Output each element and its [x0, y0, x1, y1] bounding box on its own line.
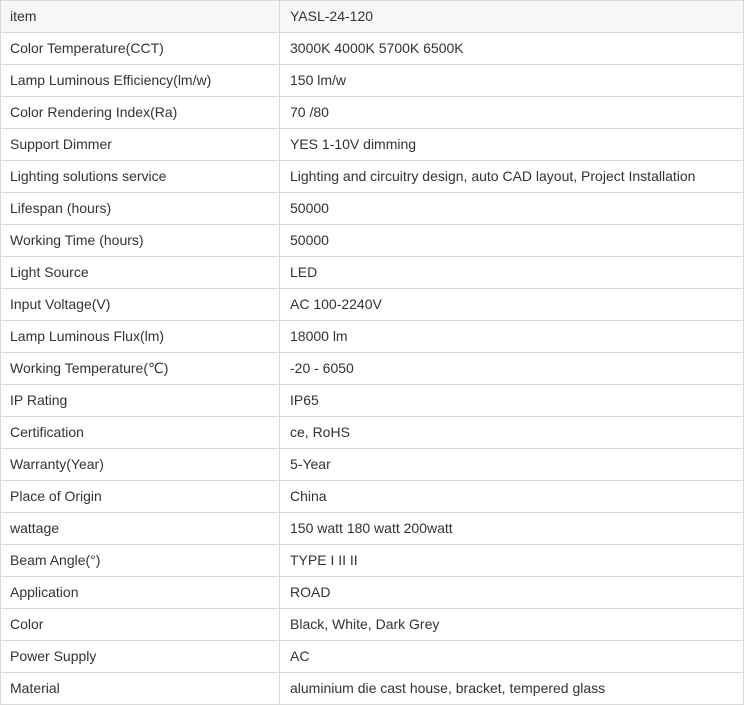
- row-value: LED: [280, 257, 744, 289]
- row-value: TYPE I II II: [280, 545, 744, 577]
- row-label: Material: [1, 673, 280, 705]
- row-value: aluminium die cast house, bracket, tempered glass: [280, 673, 744, 705]
- table-row: [1, 97, 744, 129]
- table-row: [1, 33, 744, 65]
- row-value: Lighting and circuitry design, auto CAD layout, Project Installation: [280, 161, 744, 193]
- table-row: [1, 385, 744, 417]
- row-label: Support Dimmer: [1, 129, 280, 161]
- table-row: [1, 513, 744, 545]
- table-row: [1, 129, 744, 161]
- table-row: [1, 193, 744, 225]
- table-row: [1, 417, 744, 449]
- table-row: [1, 289, 744, 321]
- table-row: [1, 257, 744, 289]
- row-label: wattage: [1, 513, 280, 545]
- row-label: Light Source: [1, 257, 280, 289]
- table-row: [1, 449, 744, 481]
- row-value: IP65: [280, 385, 744, 417]
- table-row: [1, 641, 744, 673]
- row-label: Lifespan (hours): [1, 193, 280, 225]
- table-row: [1, 161, 744, 193]
- row-value: 70 /80: [280, 97, 744, 129]
- table-row: [1, 481, 744, 513]
- table-row: [1, 1, 744, 33]
- table-row: [1, 609, 744, 641]
- row-label: Place of Origin: [1, 481, 280, 513]
- row-label: IP Rating: [1, 385, 280, 417]
- row-label: Color Rendering Index(Ra): [1, 97, 280, 129]
- row-value: -20 - 6050: [280, 353, 744, 385]
- table-row: [1, 225, 744, 257]
- row-label: Lamp Luminous Flux(lm): [1, 321, 280, 353]
- row-value: 50000: [280, 225, 744, 257]
- row-label: item: [1, 1, 280, 33]
- table-row: [1, 545, 744, 577]
- table-row: [1, 321, 744, 353]
- row-value: 18000 lm: [280, 321, 744, 353]
- row-value: ROAD: [280, 577, 744, 609]
- row-value: ce, RoHS: [280, 417, 744, 449]
- table-row: [1, 353, 744, 385]
- row-label: Color Temperature(CCT): [1, 33, 280, 65]
- row-value: AC: [280, 641, 744, 673]
- row-label: Working Time (hours): [1, 225, 280, 257]
- row-value: 3000K 4000K 5700K 6500K: [280, 33, 744, 65]
- row-value: Black, White, Dark Grey: [280, 609, 744, 641]
- row-label: Lighting solutions service: [1, 161, 280, 193]
- row-label: Lamp Luminous Efficiency(lm/w): [1, 65, 280, 97]
- row-label: Warranty(Year): [1, 449, 280, 481]
- row-value: YASL-24-120: [280, 1, 744, 33]
- row-value: 5-Year: [280, 449, 744, 481]
- row-label: Application: [1, 577, 280, 609]
- row-label: Input Voltage(V): [1, 289, 280, 321]
- row-value: 50000: [280, 193, 744, 225]
- row-label: Power Supply: [1, 641, 280, 673]
- row-label: Beam Angle(°): [1, 545, 280, 577]
- row-label: Certification: [1, 417, 280, 449]
- table-row: [1, 65, 744, 97]
- row-label: Working Temperature(℃): [1, 353, 280, 385]
- row-value: China: [280, 481, 744, 513]
- spec-table-body: [1, 1, 744, 705]
- row-value: AC 100-2240V: [280, 289, 744, 321]
- row-value: 150 watt 180 watt 200watt: [280, 513, 744, 545]
- table-row: [1, 577, 744, 609]
- row-label: Color: [1, 609, 280, 641]
- row-value: 150 lm/w: [280, 65, 744, 97]
- table-row: [1, 673, 744, 705]
- row-value: YES 1-10V dimming: [280, 129, 744, 161]
